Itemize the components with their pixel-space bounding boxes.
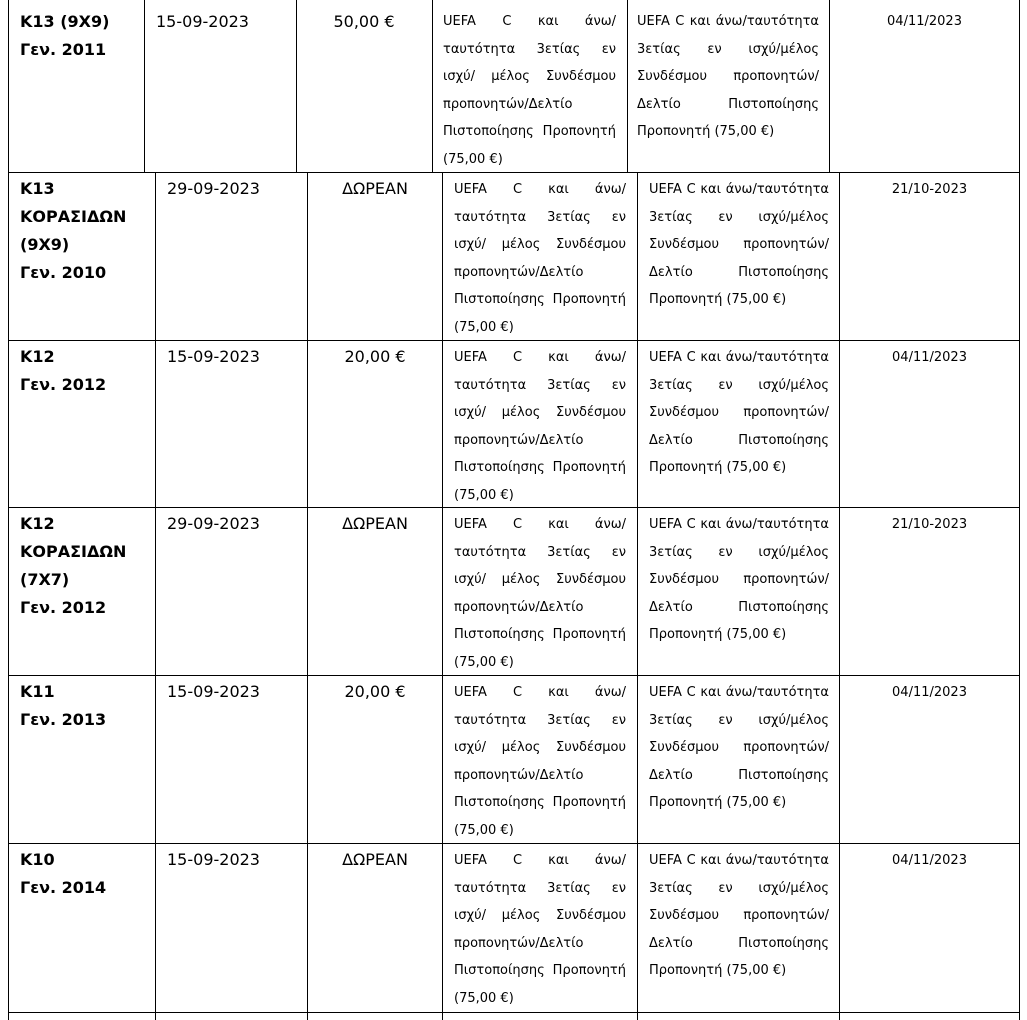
date-cell: 29-09-2023 (167, 514, 260, 533)
column-divider (829, 0, 830, 172)
category-cell: Κ10 Γεν. 2014 (20, 850, 107, 897)
requirement-cell: UEFA C και άνω/ ταυτότητα 3ετίας εν ισχύ/ μέλος Συνδέσμου προπονητών/Δελτίο Πιστοποίησης Προπονητή (75,00 €) (443, 14, 616, 167)
column-divider (839, 172, 840, 1020)
fee-cell: ΔΩΡΕΑΝ (342, 850, 408, 869)
date-cell: 15-09-2023 (167, 682, 260, 701)
requirement-cell: UEFA C και άνω/ ταυτότητα 3ετίας εν ισχύ/ μέλος Συνδέσμου προπονητών/Δελτίο Πιστοποίησης Προπονητή (75,00 €) (454, 350, 626, 503)
requirement-cell: UEFA C και άνω/ ταυτότητα 3ετίας εν ισχύ/ μέλος Συνδέσμου προπονητών/Δελτίο Πιστοποίησης Προπονητή (75,00 €) (454, 685, 626, 838)
row-divider (8, 340, 1019, 341)
row-divider (8, 1012, 1019, 1013)
requirement-cell: UEFA C και άνω/ ταυτότητα 3ετίας εν ισχύ/ μέλος Συνδέσμου προπονητών/Δελτίο Πιστοποίησης Προπονητή (75,00 €) (454, 853, 626, 1006)
column-divider (296, 0, 297, 172)
row-divider (8, 675, 1019, 676)
row-divider (8, 507, 1019, 508)
deadline-cell: 04/11/2023 (892, 350, 967, 365)
column-divider (627, 0, 628, 172)
row-divider (8, 843, 1019, 844)
column-divider (432, 0, 433, 172)
category-cell: Κ12 ΚΟΡΑΣΙΔΩΝ (7Χ7) Γεν. 2012 (20, 514, 127, 617)
date-cell: 15-09-2023 (156, 12, 249, 31)
category-cell: Κ13 (9Χ9) Γεν. 2011 (20, 12, 110, 59)
fee-cell: 20,00 € (344, 347, 406, 366)
fee-cell: 50,00 € (333, 12, 395, 31)
date-cell: 15-09-2023 (167, 347, 260, 366)
category-cell: Κ11 Γεν. 2013 (20, 682, 107, 729)
requirement-cell: UEFA C και άνω/ ταυτότητα 3ετίας εν ισχύ/ μέλος Συνδέσμου προπονητών/Δελτίο Πιστοποίησης Προπονητή (75,00 €) (454, 517, 626, 670)
deadline-cell: 21/10-2023 (891, 182, 968, 197)
deadline-cell: 04/11/2023 (892, 853, 967, 868)
row-divider (8, 172, 1019, 173)
deadline-cell: 04/11/2023 (887, 14, 962, 29)
deadline-cell: 21/10-2023 (891, 517, 968, 532)
requirement-cell: UEFA C και άνω/ταυτότητα 3ετίας εν ισχύ/μέλος Συνδέσμου προπονητών/ Δελτίο Πιστοποίησης Προπονητή (75,00 €) (649, 350, 829, 475)
category-cell: Κ12 Γεν. 2012 (20, 347, 107, 394)
category-cell: Κ13 ΚΟΡΑΣΙΔΩΝ (9Χ9) Γεν. 2010 (20, 179, 127, 282)
requirement-cell: UEFA C και άνω/ ταυτότητα 3ετίας εν ισχύ/ μέλος Συνδέσμου προπονητών/Δελτίο Πιστοποίησης Προπονητή (75,00 €) (454, 182, 626, 335)
column-divider (155, 172, 156, 1020)
requirement-cell: UEFA C και άνω/ταυτότητα 3ετίας εν ισχύ/μέλος Συνδέσμου προπονητών/ Δελτίο Πιστοποίησης Προπονητή (75,00 €) (649, 182, 829, 307)
column-divider (8, 0, 9, 1020)
column-divider (144, 0, 145, 172)
fee-cell: ΔΩΡΕΑΝ (342, 179, 408, 198)
fee-cell: ΔΩΡΕΑΝ (342, 514, 408, 533)
requirement-cell: UEFA C και άνω/ταυτότητα 3ετίας εν ισχύ/μέλος Συνδέσμου προπονητών/ Δελτίο Πιστοποίησης Προπονητή (75,00 €) (649, 853, 829, 978)
deadline-cell: 04/11/2023 (892, 685, 967, 700)
requirement-cell: UEFA C και άνω/ταυτότητα 3ετίας εν ισχύ/μέλος Συνδέσμου προπονητών/ Δελτίο Πιστοποίησης Προπονητή (75,00 €) (649, 517, 829, 642)
requirement-cell: UEFA C και άνω/ταυτότητα 3ετίας εν ισχύ/μέλος Συνδέσμου προπονητών/ Δελτίο Πιστοποίησης Προπονητή (75,00 €) (637, 14, 819, 139)
column-divider (442, 172, 443, 1020)
column-divider (1019, 0, 1020, 1020)
date-cell: 15-09-2023 (167, 850, 260, 869)
fee-cell: 20,00 € (344, 682, 406, 701)
requirement-cell: UEFA C και άνω/ταυτότητα 3ετίας εν ισχύ/μέλος Συνδέσμου προπονητών/ Δελτίο Πιστοποίησης Προπονητή (75,00 €) (649, 685, 829, 810)
column-divider (307, 172, 308, 1020)
date-cell: 29-09-2023 (167, 179, 260, 198)
column-divider (637, 172, 638, 1020)
